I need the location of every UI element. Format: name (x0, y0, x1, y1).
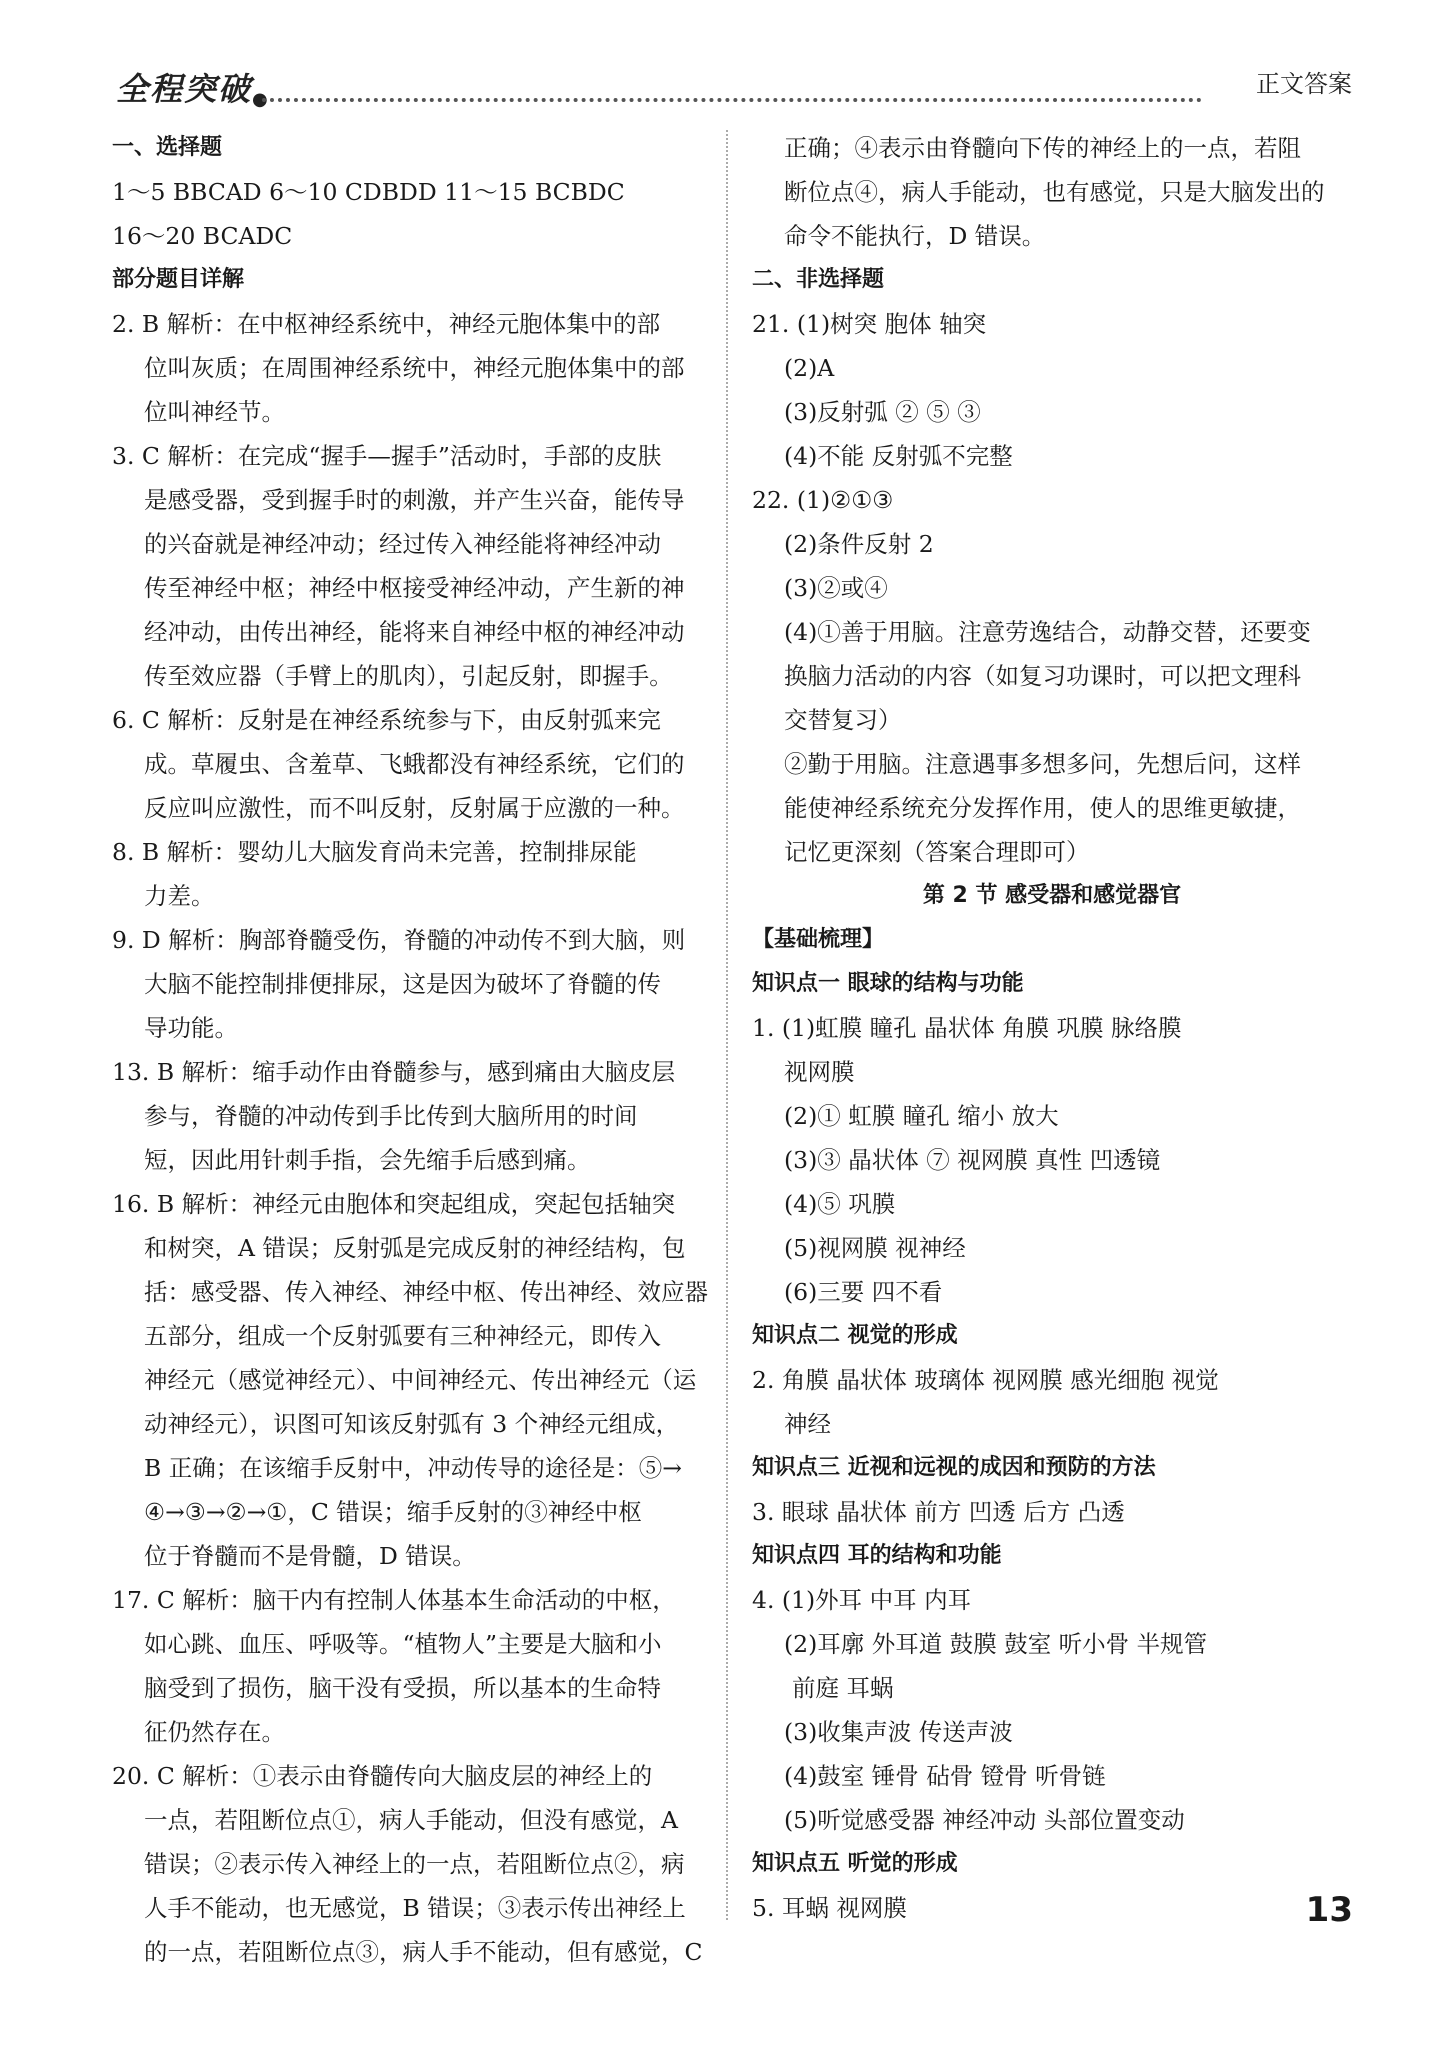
text-line: 神经 (784, 1410, 831, 1438)
text-line: 的一点，若阻断位点③，病人手不能动，但有感觉，C (144, 1938, 703, 1966)
text-line: 4. (1)外耳 中耳 内耳 (752, 1586, 972, 1614)
text-line: 短，因此用针刺手指，会先缩手后感到痛。 (144, 1146, 591, 1174)
section-heading: 二、非选择题 (752, 267, 885, 292)
text-line: 导功能。 (144, 1014, 238, 1042)
left-column (112, 126, 707, 1974)
text-line: 是感受器，受到握手时的刺激，并产生兴奋，能传导 (144, 486, 685, 514)
text-line: 前庭 耳蜗 (792, 1674, 894, 1702)
text-line: 脑受到了损伤，脑干没有受损，所以基本的生命特 (144, 1674, 661, 1702)
section-heading: 知识点二 视觉的形成 (752, 1323, 958, 1348)
section-label: 正文答案 (1256, 70, 1352, 98)
text-line: 括：感受器、传入神经、神经中枢、传出神经、效应器 (144, 1278, 708, 1306)
text-line: 如心跳、血压、呼吸等。“植物人”主要是大脑和小 (144, 1630, 662, 1658)
page-header (112, 56, 1352, 112)
text-line: (5)视网膜 视神经 (784, 1234, 966, 1262)
column-divider (726, 130, 728, 1920)
section-heading: 知识点四 耳的结构和功能 (752, 1543, 1002, 1568)
section-heading: 【基础梳理】 (752, 927, 885, 952)
text-line: 5. 耳蜗 视网膜 (752, 1894, 907, 1922)
text-line: 能使神经系统充分发挥作用，使人的思维更敏捷， (784, 794, 1301, 822)
text-line: 人手不能动，也无感觉，B 错误；③表示传出神经上 (144, 1894, 686, 1922)
section-heading: 部分题目详解 (112, 267, 245, 292)
text-line: 位叫灰质；在周围神经系统中，神经元胞体集中的部 (144, 354, 685, 382)
text-line: 16. B 解析：神经元由胞体和突起组成，突起包括轴突 (112, 1190, 676, 1218)
text-line: 第 2 节 感受器和感觉器官 (922, 883, 1182, 908)
text-line: 大脑不能控制排便排尿，这是因为破坏了脊髓的传 (144, 970, 661, 998)
text-line: 6. C 解析：反射是在神经系统参与下，由反射弧来完 (112, 706, 661, 734)
text-line: 错误；②表示传入神经上的一点，若阻断位点②，病 (144, 1850, 685, 1878)
text-line: 位叫神经节。 (144, 398, 285, 426)
text-line: 断位点④，病人手能动，也有感觉，只是大脑发出的 (784, 178, 1325, 206)
text-line: 传至效应器（手臂上的肌肉），引起反射，即握手。 (144, 662, 673, 690)
text-line: 反应叫应激性，而不叫反射，反射属于应激的一种。 (144, 794, 685, 822)
text-line: 和树突，A 错误；反射弧是完成反射的神经结构，包 (144, 1234, 686, 1262)
text-line: 8. B 解析：婴幼儿大脑发育尚未完善，控制排尿能 (112, 838, 637, 866)
text-line: 16～20 BCADC (112, 222, 293, 250)
text-line: 一点，若阻断位点①，病人手能动，但没有感觉，A (144, 1806, 678, 1834)
text-line: (5)听觉感受器 神经冲动 头部位置变动 (784, 1806, 1185, 1834)
text-line: 传至神经中枢；神经中枢接受神经冲动，产生新的神 (144, 574, 685, 602)
text-line: 2. B 解析：在中枢神经系统中，神经元胞体集中的部 (112, 310, 661, 338)
text-line: (4)鼓室 锤骨 砧骨 镫骨 听骨链 (784, 1762, 1106, 1790)
text-line: 参与，脊髓的冲动传到手比传到大脑所用的时间 (144, 1102, 638, 1130)
section-heading: 知识点一 眼球的结构与功能 (752, 971, 1024, 996)
text-line: (2)A (784, 354, 835, 382)
section-heading: 一、选择题 (112, 135, 223, 160)
section-heading: 知识点三 近视和远视的成因和预防的方法 (752, 1455, 1156, 1480)
text-line: B 正确；在该缩手反射中，冲动传导的途径是：⑤→ (144, 1454, 682, 1482)
text-line: ④→③→②→①，C 错误；缩手反射的③神经中枢 (144, 1498, 642, 1526)
text-line: 经冲动，由传出神经，能将来自神经中枢的神经冲动 (144, 618, 685, 646)
brand-logo (116, 64, 270, 110)
text-line: 1. (1)虹膜 瞳孔 晶状体 角膜 巩膜 脉络膜 (752, 1014, 1182, 1042)
text-line: 2. 角膜 晶状体 玻璃体 视网膜 感光细胞 视觉 (752, 1366, 1219, 1394)
text-line: 3. C 解析：在完成“握手—握手”活动时，手部的皮肤 (112, 442, 662, 470)
text-line: 换脑力活动的内容（如复习功课时，可以把文理科 (784, 662, 1301, 690)
brand-text: 全程突破 (116, 70, 253, 108)
text-line: 五部分，组成一个反射弧要有三种神经元，即传入 (144, 1322, 661, 1350)
text-line: 3. 眼球 晶状体 前方 凹透 后方 凸透 (752, 1498, 1125, 1526)
text-line: 22. (1)②①③ (752, 486, 894, 514)
page-number: 13 (1305, 1890, 1353, 1930)
text-line: 20. C 解析：①表示由脊髓传向大脑皮层的神经上的 (112, 1762, 653, 1790)
text-line: (2)条件反射 2 (784, 530, 934, 558)
text-line: (2)耳廓 外耳道 鼓膜 鼓室 听小骨 半规管 (784, 1630, 1208, 1658)
text-line: 位于脊髓而不是骨髓，D 错误。 (144, 1542, 476, 1570)
text-line: 17. C 解析：脑干内有控制人体基本生命活动的中枢， (112, 1586, 676, 1614)
section-heading: 知识点五 听觉的形成 (752, 1851, 958, 1876)
text-line: (3)反射弧 ② ⑤ ③ (784, 398, 981, 426)
text-line: 的兴奋就是神经冲动；经过传入神经能将神经冲动 (144, 530, 661, 558)
text-line: 1～5 BBCAD 6～10 CDBDD 11～15 BCBDC (112, 178, 625, 206)
text-line: 记忆更深刻（答案合理即可） (784, 838, 1090, 866)
text-line: (3)②或④ (784, 574, 888, 602)
text-line: 21. (1)树突 胞体 轴突 (752, 310, 987, 338)
header-divider (262, 98, 1202, 102)
text-line: 9. D 解析：胸部脊髓受伤，脊髓的冲动传不到大脑，则 (112, 926, 686, 954)
text-line: 视网膜 (784, 1058, 855, 1086)
text-line: 交替复习） (784, 706, 902, 734)
text-line: ②勤于用脑。注意遇事多想多问，先想后问，这样 (784, 750, 1301, 778)
text-line: (4)①善于用脑。注意劳逸结合，动静交替，还要变 (784, 618, 1311, 646)
text-line: (6)三要 四不看 (784, 1278, 943, 1306)
text-line: (3)收集声波 传送声波 (784, 1718, 1013, 1746)
right-column (752, 126, 1352, 1930)
text-line: 13. B 解析：缩手动作由脊髓参与，感到痛由大脑皮层 (112, 1058, 676, 1086)
text-line: (4)不能 反射弧不完整 (784, 442, 1013, 470)
text-line: (4)⑤ 巩膜 (784, 1190, 896, 1218)
text-line: 神经元（感觉神经元）、中间神经元、传出神经元（运 (144, 1366, 697, 1394)
text-line: 命令不能执行，D 错误。 (784, 222, 1046, 250)
text-line: 力差。 (144, 882, 215, 910)
text-line: 动神经元），识图可知该反射弧有 3 个神经元组成， (144, 1410, 680, 1438)
text-line: (3)③ 晶状体 ⑦ 视网膜 真性 凹透镜 (784, 1146, 1161, 1174)
text-line: 成。草履虫、含羞草、飞蛾都没有神经系统，它们的 (144, 750, 685, 778)
text-line: 征仍然存在。 (144, 1718, 285, 1746)
text-line: (2)① 虹膜 瞳孔 缩小 放大 (784, 1102, 1059, 1130)
brand-dot-icon: ● (252, 89, 270, 110)
text-line: 正确；④表示由脊髓向下传的神经上的一点，若阻 (784, 134, 1301, 162)
